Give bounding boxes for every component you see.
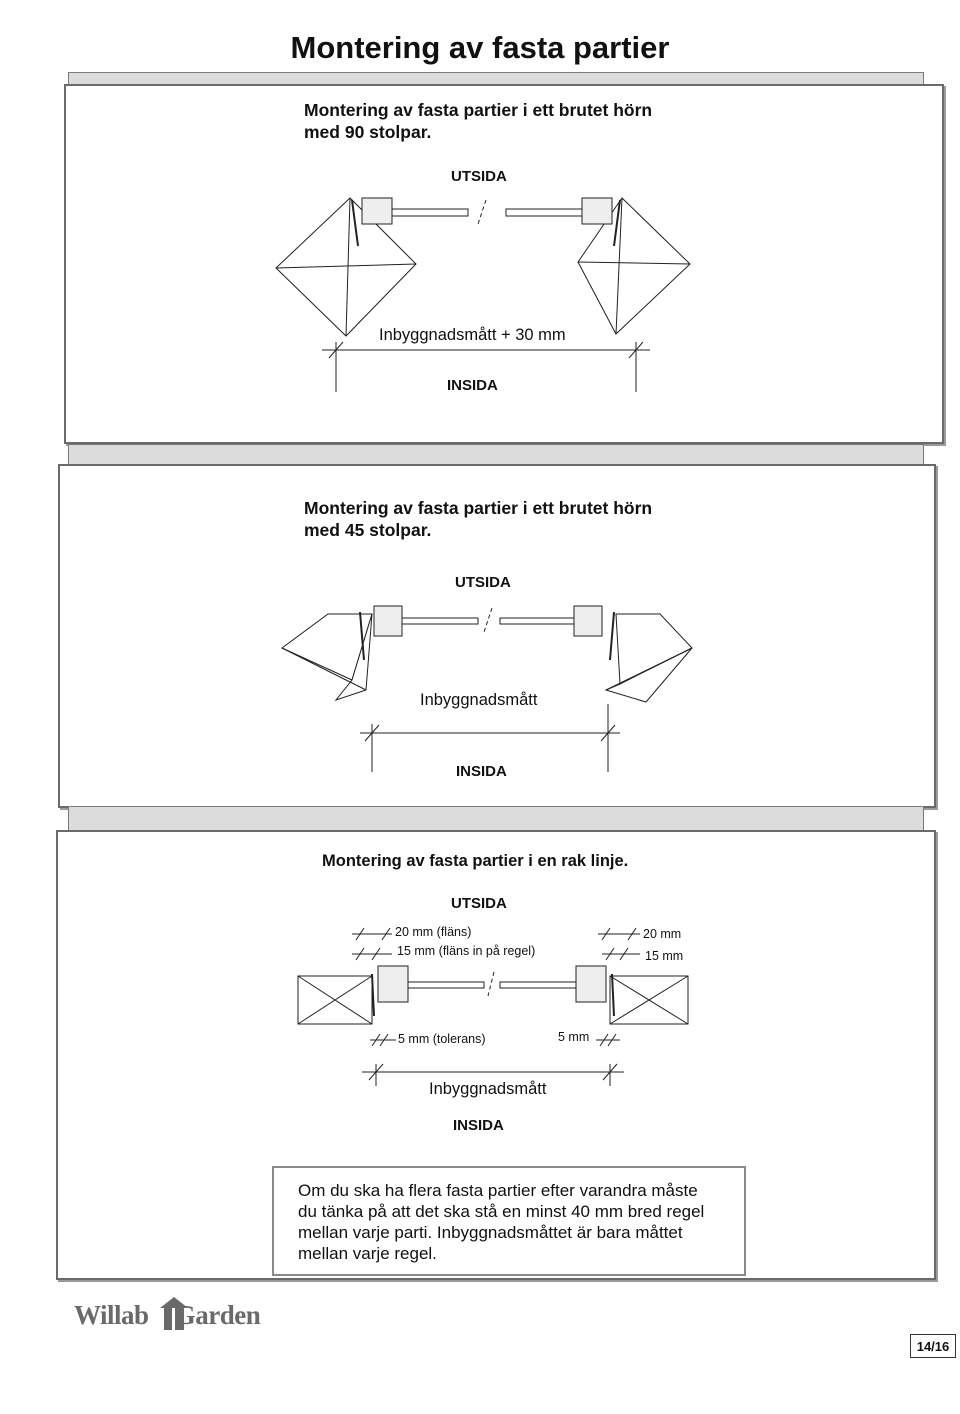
flange-left-label: 20 mm (fläns) xyxy=(395,925,472,939)
panel-2-inside-label: INSIDA xyxy=(456,763,507,780)
panel-1-inside-label: INSIDA xyxy=(447,377,498,394)
diagram-straight-profiles xyxy=(378,966,606,1002)
panel-2-dimension-label: Inbyggnadsmått xyxy=(420,691,538,709)
willab-garden-logo xyxy=(74,1300,260,1331)
note-line-3: mellan varje parti. Inbyggnadsmåttet är bara måttet xyxy=(298,1223,683,1242)
diagram-straight-flange-marks xyxy=(352,928,640,960)
diagram-straight-left-post xyxy=(298,974,374,1024)
tolerance-left-label: 5 mm (tolerans) xyxy=(398,1032,486,1046)
panel-1-outside-label: UTSIDA xyxy=(451,168,507,185)
diagram-45-profiles xyxy=(374,606,602,636)
panel-1-heading-line1: Montering av fasta partier i ett brutet hörn xyxy=(304,100,653,120)
diagram-45-left-post xyxy=(282,612,372,700)
tolerance-right-label: 5 mm xyxy=(558,1030,590,1044)
flange-reg-left-label: 15 mm (fläns in på regel) xyxy=(397,944,536,958)
page-number: 14/16 xyxy=(910,1334,956,1358)
note-line-4: mellan varje regel. xyxy=(298,1244,437,1263)
diagram-straight-dimension xyxy=(362,1064,624,1086)
panel-3-dimension-label: Inbyggnadsmått xyxy=(429,1080,547,1098)
diagram-90-dimension xyxy=(322,342,650,392)
panel-1-heading-line2: med 90 stolpar. xyxy=(304,122,432,142)
diagram-straight-right-post xyxy=(610,974,688,1024)
diagram-90-left-post xyxy=(276,198,416,336)
diagram-straight-tolerance-marks xyxy=(370,1034,620,1046)
flange-reg-right-label: 15 mm xyxy=(645,949,684,963)
page-title: Montering av fasta partier xyxy=(290,30,670,65)
note-line-1: Om du ska ha flera fasta partier efter varandra måste xyxy=(298,1181,698,1200)
logo-text: Willab Garden xyxy=(74,1300,261,1330)
panel-3-heading: Montering av fasta partier i en rak linje. xyxy=(322,852,629,870)
note-line-2: du tänka på att det ska stå en minst 40 mm bred regel xyxy=(298,1202,705,1221)
panel-3-outside-label: UTSIDA xyxy=(451,895,507,912)
diagram-45-right-post xyxy=(606,612,692,702)
diagram-45-dimension xyxy=(360,704,620,772)
panel-2-outside-label: UTSIDA xyxy=(455,574,511,591)
panel-2-heading-line2: med 45 stolpar. xyxy=(304,520,432,540)
diagram-90-profiles xyxy=(362,198,612,224)
panel-3-inside-label: INSIDA xyxy=(453,1117,504,1134)
panel-2-heading-line1: Montering av fasta partier i ett brutet hörn xyxy=(304,498,653,518)
flange-right-label: 20 mm xyxy=(643,927,682,941)
panel-1-dimension-label: Inbyggnadsmått + 30 mm xyxy=(379,326,566,344)
